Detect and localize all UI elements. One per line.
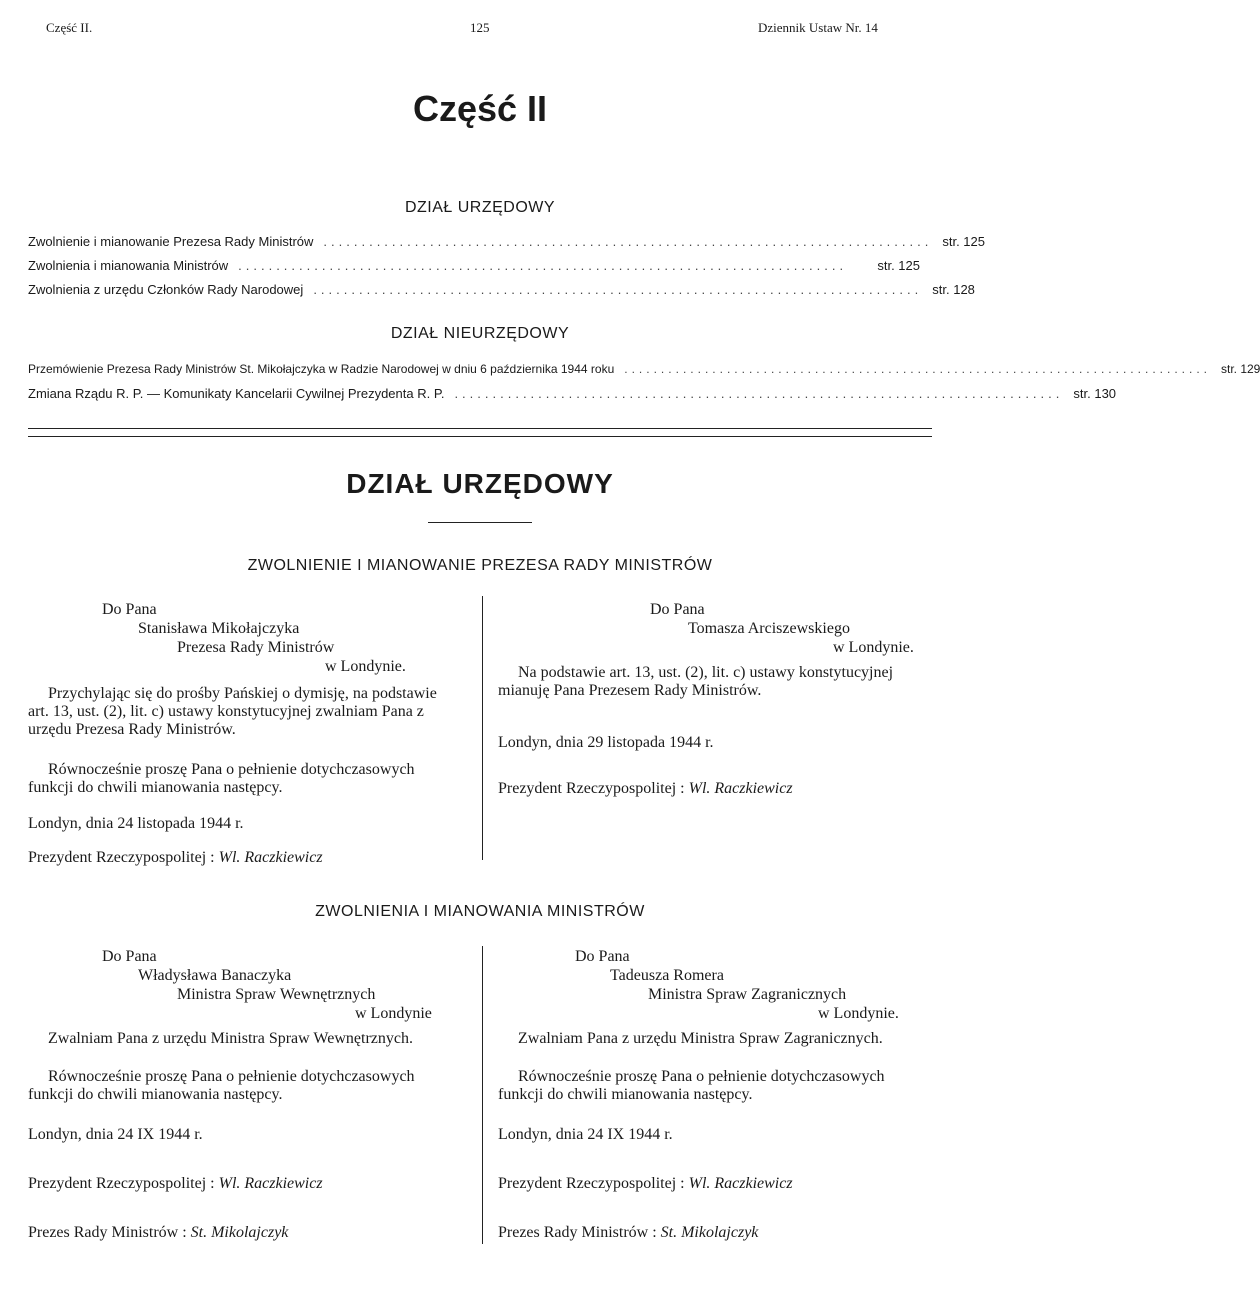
toc-item-label: Zwolnienia z urzędu Członków Rady Narodowej (28, 282, 304, 297)
toc-item-page: str. 128 (932, 282, 975, 297)
letter-recipient-name: Władysława Banaczyka (138, 967, 292, 984)
letter-place: w Londynie. (833, 639, 914, 656)
toc-item-page: str. 125 (942, 234, 985, 249)
toc-section-official: DZIAŁ URZĘDOWY (404, 199, 556, 216)
letter-body-dismissal: Zwalniam Pana z urzędu Ministra Spraw Zagranicznych. (518, 1030, 883, 1047)
letter-body-dismissal: Przychylając się do prośby Pańskiej o dymisję, na podstawie art. 13, ust. (2), lit. c) ustawy konstytucyjnej zwalniam Pana z urzędu Prezesa Rady Ministrów. (28, 685, 437, 738)
toc-leader: ................................................................................ (313, 282, 923, 297)
toc-divider-top (28, 428, 932, 429)
letter-body-dismissal: Zwalniam Pana z urzędu Ministra Spraw Wewnętrznych. (48, 1030, 413, 1047)
letter-recipient-name: Stanisława Mikołajczyka (138, 620, 300, 637)
toc-item-label: Zmiana Rządu R. P. — Komunikaty Kancelarii Cywilnej Prezydenta R. P. (28, 386, 445, 401)
signature-line (498, 780, 793, 798)
heading-underline (428, 522, 532, 523)
letter-recipient-name: Tadeusza Romera (610, 967, 724, 984)
letter-date: Londyn, dnia 24 IX 1944 r. (28, 1126, 203, 1143)
signature-name: Wl. Raczkiewicz (218, 849, 323, 866)
letter-salutation: Do Pana (102, 601, 157, 618)
letter-date: Londyn, dnia 24 IX 1944 r. (498, 1126, 673, 1143)
letter-salutation: Do Pana (650, 601, 705, 618)
section-title-ministers: ZWOLNIENIA I MIANOWANIA MINISTRÓW (315, 903, 645, 920)
signature-line (28, 849, 323, 867)
countersignature-label: Prezes Rady Ministrów : (28, 1224, 187, 1241)
letter-salutation: Do Pana (102, 948, 157, 965)
letter-recipient-office: Prezesa Rady Ministrów (177, 639, 335, 656)
letter-body-interim: Równocześnie proszę Pana o pełnienie dotychczasowych funkcji do chwili mianowania następcy. (28, 1068, 415, 1103)
toc-divider-bottom (28, 436, 932, 437)
signature-name: Wl. Raczkiewicz (688, 780, 793, 797)
toc-item-page: str. 129 (1220, 362, 1260, 376)
toc-item-page: str. 130 (1073, 386, 1117, 401)
column-divider (482, 596, 483, 860)
toc-leader: ................................................................................ (238, 258, 848, 273)
signature-label: Prezydent Rzeczypospolitej : (28, 1175, 215, 1192)
letter-body-interim: Równocześnie proszę Pana o pełnienie dotychczasowych funkcji do chwili mianowania następcy. (28, 761, 415, 796)
toc-leader: ................................................................................ (454, 386, 1064, 401)
countersignature-line (498, 1224, 758, 1242)
toc-item-label: Zwolnienia i mianowania Ministrów (28, 258, 229, 273)
letter-recipient-office: Ministra Spraw Zagranicznych (648, 986, 847, 1003)
letter-place: w Londynie (355, 1005, 432, 1022)
toc-item[interactable] (28, 234, 985, 252)
toc-item-label: Zwolnienie i mianowanie Prezesa Rady Ministrów (28, 234, 314, 249)
toc-item[interactable] (28, 282, 975, 300)
column-divider (482, 946, 483, 1244)
signature-line (498, 1175, 793, 1193)
signature-label: Prezydent Rzeczypospolitej : (498, 1175, 685, 1192)
toc-item[interactable] (28, 386, 1117, 404)
letter-place: w Londynie. (325, 658, 406, 675)
letter-date: Londyn, dnia 24 listopada 1944 r. (28, 815, 244, 832)
header-journal: Dziennik Ustaw Nr. 14 (758, 20, 878, 35)
toc-item[interactable] (28, 258, 920, 276)
countersignature-label: Prezes Rady Ministrów : (498, 1224, 657, 1241)
toc-item-page: str. 125 (877, 258, 920, 273)
header-part: Część II. (46, 20, 93, 35)
signature-label: Prezydent Rzeczypospolitej : (28, 849, 215, 866)
letter-body-interim: Równocześnie proszę Pana o pełnienie dotychczasowych funkcji do chwili mianowania następcy. (498, 1068, 885, 1103)
letter-date: Londyn, dnia 29 listopada 1944 r. (498, 734, 714, 751)
part-title: Część II (412, 88, 548, 129)
toc-leader: ................................................................................ (624, 362, 1211, 376)
signature-name: Wl. Raczkiewicz (688, 1175, 793, 1192)
signature-line (28, 1175, 323, 1193)
countersignature-name: St. Mikolajczyk (190, 1224, 289, 1241)
toc-item-label: Przemówienie Prezesa Rady Ministrów St. Mikołajczyka w Radzie Narodowej w dniu 6 października 1944 roku (28, 362, 615, 376)
letter-body-appointment: Na podstawie art. 13, ust. (2), lit. c) ustawy konstytucyjnej mianuję Pana Prezesem Rady Ministrów. (498, 664, 894, 699)
main-heading: DZIAŁ URZĘDOWY (346, 468, 614, 499)
letter-recipient-office: Ministra Spraw Wewnętrznych (177, 986, 376, 1003)
signature-label: Prezydent Rzeczypospolitej : (498, 780, 685, 797)
signature-name: Wl. Raczkiewicz (218, 1175, 323, 1192)
letter-salutation: Do Pana (575, 948, 630, 965)
toc-item[interactable] (28, 362, 1260, 380)
header-page-number: 125 (470, 20, 490, 35)
countersignature-name: St. Mikolajczyk (660, 1224, 759, 1241)
letter-place: w Londynie. (818, 1005, 899, 1022)
toc-section-unofficial: DZIAŁ NIEURZĘDOWY (390, 325, 570, 342)
letter-recipient-name: Tomasza Arciszewskiego (688, 620, 850, 637)
countersignature-line (28, 1224, 288, 1242)
section-title-prime-minister: ZWOLNIENIE I MIANOWANIE PREZESA RADY MINISTRÓW (247, 557, 713, 574)
toc-leader: ................................................................................ (323, 234, 933, 249)
